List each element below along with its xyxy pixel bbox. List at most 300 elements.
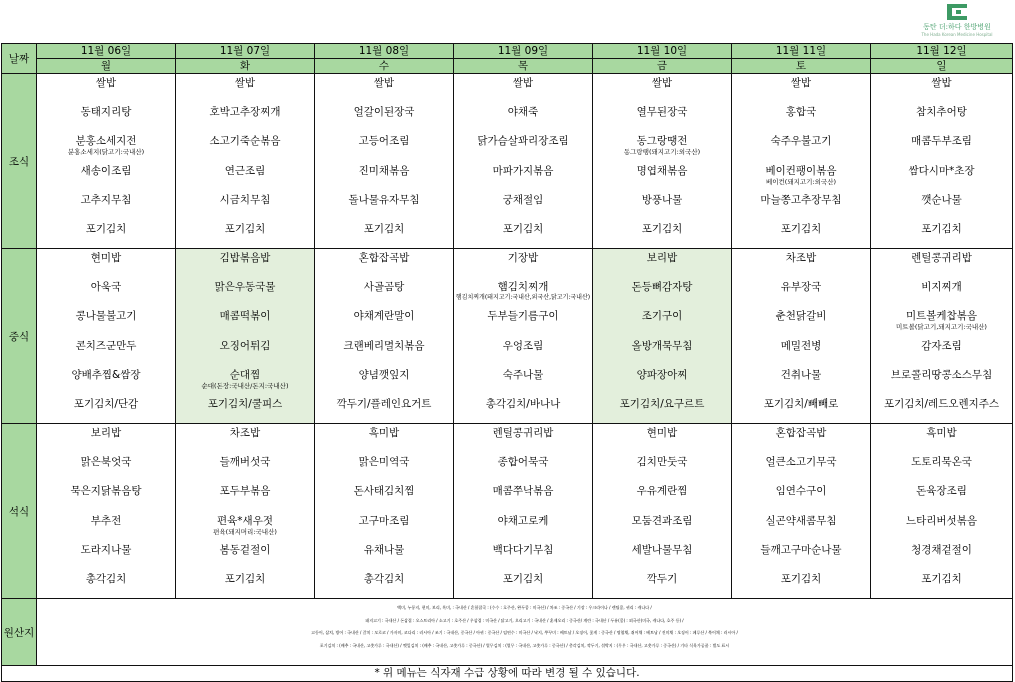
menu-item-name: 고추지무침 [80,193,132,206]
menu-item-name: 명엽채볶음 [636,164,688,177]
menu-item [315,310,453,334]
menu-cell [315,249,454,424]
menu-item-name: 쌀밥 [95,77,117,89]
menu-item-name: 차조밥 [229,427,261,439]
menu-cell [871,424,1013,599]
menu-item-name: 포기김치/요구르트 [619,397,705,410]
date-cell: 11월 10일 [593,44,732,59]
menu-item-name: 소고기죽순볶음 [209,135,281,148]
menu-item-name: 쌀밥 [234,77,256,89]
menu-item-name: 야채고로케 [497,514,549,527]
menu-cell [593,74,732,249]
menu-item [315,369,453,393]
menu-item [593,106,731,130]
menu-item-name: 유채나물 [363,543,405,556]
menu-item [732,194,870,218]
menu-item [176,456,314,480]
menu-item-name: 시금치무침 [219,193,271,206]
menu-item [315,515,453,539]
menu-item [593,573,731,597]
menu-item-origin-note: 베이컨(돼지고기:외국산) [765,177,837,186]
menu-item-name: 매콤두부조림 [911,135,972,148]
menu-item-name: 사골곰탕 [363,281,405,294]
menu-item [871,340,1012,364]
menu-item-name: 궁채절임 [502,193,544,206]
meal-rows [2,74,1013,599]
menu-item [593,252,731,276]
menu-item [315,106,453,130]
menu-item [593,515,731,539]
menu-item-name: 쌀밥 [512,77,534,89]
menu-item-name: 양파장아찌 [636,368,688,381]
origin-line: 고등어, 삼치, 방어 : 국내산 / 갈치 : 모로코 / 가자미, 코다리 : 러시아 / 조기 : 국내산, 중국산 / 아귀 : 중국산 / 임연수 : 미국산 / 낙지, 쭈꾸미 : 베트남 / 오징어, 꽃게 : 중국산 / 명엽채, 쥐어채 : 베트남 / 진미채 : 오징어 : 페루산 / 북어채 : 러시아 / [311,630,738,635]
menu-item-name: 현미밥 [90,252,122,264]
menu-item-name: 보리밥 [646,252,678,264]
menu-item [176,573,314,597]
hospital-logo [907,4,1007,38]
menu-item-name: 매콤쭈낙볶음 [492,485,554,498]
menu-item [37,515,175,539]
menu-item-origin-note: 편육(돼지머리:국내산) [213,527,277,536]
menu-item-name: 베이컨팽이볶음 [765,164,837,177]
menu-item [593,427,731,451]
weekday-cell: 일 [871,59,1013,74]
date-cell: 11월 08일 [315,44,454,59]
menu-item-name: 실곤약새콤무침 [765,514,837,527]
menu-item [454,77,592,101]
menu-item-name: 도라지나물 [80,543,132,556]
menu-item [37,427,175,451]
menu-cell [593,424,732,599]
origin-line: 돼지고기 : 국내산 / 돈삼겹 : 오스트리아 / 소고기 : 호주산 / 우삼겹 : 미국산 / 닭고기, 오리고기 : 국내산 / 훈제오리 : 중국산/ 계란 : 국내산 / 두유(콩) : 외국산(미국, 캐나다, 호주 등) / [365,617,684,623]
menu-item-name: 봄동겉절이 [219,543,271,556]
menu-item-name: 쌀밥 [931,77,952,89]
menu-item [732,252,870,276]
menu-item-name: 맑은우동국물 [214,281,276,294]
menu-item-name: 포기김치/단감 [73,397,139,410]
menu-item-name: 돈등뼈감자탕 [631,281,693,294]
menu-item [732,427,870,451]
menu-item-name: 임연수구이 [775,485,827,498]
menu-item-name: 양배추찜&쌈장 [71,368,141,381]
menu-item-name: 묵은지닭볶음탕 [70,485,142,498]
menu-item [176,369,314,393]
menu-item-name: 청경채겉절이 [911,543,972,556]
menu-item-name: 모둠견과조림 [631,514,693,527]
menu-item [871,223,1012,247]
menu-item [37,485,175,509]
menu-item-name: 콘치즈군만두 [75,339,137,352]
menu-item [315,135,453,159]
menu-item [593,165,731,189]
menu-change-notice: * 위 메뉴는 식자재 수급 상황에 따라 변경 될 수 있습니다. [2,666,1013,682]
menu-item [732,310,870,334]
menu-item [871,398,1012,422]
menu-item-name: 춘천닭갈비 [775,310,827,323]
menu-item-name: 진미채볶음 [358,164,410,177]
menu-item-name: 순대찜 [229,368,261,381]
menu-item [871,165,1012,189]
menu-item [176,165,314,189]
menu-item-name: 감자조림 [921,339,962,352]
menu-item-name: 마파가지볶음 [492,164,554,177]
menu-item [454,106,592,130]
menu-item-name: 홍합국 [785,106,817,119]
menu-item-name: 쌀밥 [373,77,395,89]
menu-cell [176,424,315,599]
menu-item [871,573,1012,597]
menu-cell [315,424,454,599]
menu-item [315,77,453,101]
menu-item [593,77,731,101]
menu-item [176,515,314,539]
menu-item [37,194,175,218]
menu-item [37,369,175,393]
menu-cell [454,424,593,599]
menu-item [871,310,1012,334]
menu-item [732,369,870,393]
menu-item-name: 혼합잡곡밥 [358,252,410,264]
menu-item [315,485,453,509]
menu-cell [37,249,176,424]
menu-item [454,165,592,189]
menu-item [871,515,1012,539]
menu-item [871,135,1012,159]
menu-item [871,544,1012,568]
menu-item [732,456,870,480]
menu-item [315,340,453,364]
meal-row [2,74,1013,249]
menu-item-name: 포기김치 [224,222,266,235]
menu-item-name: 참치추어탕 [916,106,967,119]
menu-item-name: 포기김치 [85,222,127,235]
date-header: 날짜 [2,44,37,74]
date-cell: 11월 06일 [37,44,176,59]
menu-item [454,310,592,334]
menu-item-name: 포기김치 [641,222,683,235]
menu-item-name: 렌틸콩귀리밥 [911,252,972,264]
menu-item [176,340,314,364]
menu-item-name: 돈사태김치찜 [353,485,415,498]
menu-item-name: 포기김치 [921,572,962,585]
menu-item-name: 종합어묵국 [497,456,549,469]
menu-item [454,223,592,247]
menu-item [593,281,731,305]
menu-cell [871,249,1013,424]
menu-item-name: 돌나물유자무침 [348,193,420,206]
menu-item [315,456,453,480]
menu-item [176,106,314,130]
menu-item-name: 총각김치 [363,572,405,585]
menu-item-name: 오징어튀김 [219,339,271,352]
menu-item [454,369,592,393]
menu-item [37,223,175,247]
menu-item [454,515,592,539]
menu-item [732,281,870,305]
menu-item [176,135,314,159]
menu-item [732,77,870,101]
menu-item [871,485,1012,509]
weekday-cell: 토 [732,59,871,74]
menu-item-name: 세발나물무침 [631,543,693,556]
menu-item [454,485,592,509]
menu-item-origin-note: 햄김치찌개(돼지고기:국내산,외국산,닭고기:국내산) [455,294,591,302]
weekday-cell: 수 [315,59,454,74]
menu-item [315,398,453,422]
menu-item [593,223,731,247]
menu-item-name: 건취나물 [780,368,822,381]
menu-item-name: 고등어조림 [358,135,410,148]
menu-item [37,135,175,159]
meal-label: 조식 [2,74,37,249]
menu-item-name: 유부장국 [780,281,822,294]
menu-item [732,515,870,539]
menu-item [454,194,592,218]
logo-name: 동탄 더:하다 한방병원 [923,23,991,31]
menu-item-origin-note: 동그랑땡(돼지고기:외국산) [623,148,701,157]
meal-row [2,424,1013,599]
menu-item [315,544,453,568]
date-cell: 11월 11일 [732,44,871,59]
menu-item-name: 양념깻잎지 [358,368,410,381]
menu-item [871,281,1012,305]
menu-item [454,135,592,159]
menu-item-name: 연근조림 [224,164,266,177]
menu-item-name: 방풍나물 [641,193,683,206]
menu-item-origin-note: 순대(돈장:국내산/돈지:국내산) [201,381,289,390]
menu-item-name: 깻순나물 [921,193,962,206]
menu-item [37,310,175,334]
menu-item [732,485,870,509]
menu-item-name: 포기김치 [780,572,822,585]
origin-line: 백미, 누룽지, 현미, 보리, 흑미, : 국내산 / 혼합잡곡 : (수수 : 호주산, 완두콩 : 미국산) / 차조 : 중국산 / 기장 : 우크라이나 / 렌틸콩, 귀리 : 캐나다 / [397,605,652,610]
menu-item-name: 얼갈이된장국 [353,106,415,119]
menu-cell [732,249,871,424]
menu-item [37,544,175,568]
weekly-menu-table [1,43,1013,682]
menu-item-name: 동태지리탕 [80,106,132,119]
logo-subname: The Hada Korean Medicine Hospital [921,32,993,37]
menu-item [37,573,175,597]
menu-item-name: 고구마조림 [358,514,410,527]
menu-item-name: 흑미밥 [368,427,400,439]
menu-item [315,165,453,189]
menu-item-name: 포기김치/레드오렌지주스 [883,397,1000,410]
menu-item [176,485,314,509]
menu-item [732,544,870,568]
menu-item [871,427,1012,451]
menu-item-name: 백다다기무침 [492,543,554,556]
menu-item [732,106,870,130]
menu-item-name: 열무된장국 [636,106,688,119]
menu-item [454,427,592,451]
menu-cell [732,424,871,599]
menu-item-origin-note: 분홍소세지(닭고기:국내산) [67,148,145,157]
menu-item-name: 브로콜리땅콩소스무침 [890,368,993,381]
menu-item-name: 흑미밥 [926,427,957,439]
menu-item-name: 포기김치 [921,222,962,235]
menu-item-name: 돈육장조림 [916,485,967,498]
menu-cell [37,74,176,249]
origin-line: 포기김치 : (배추 : 국내산, 고춧가루 : 국내산) / 깻잎김치 : (배추 : 국내산, 고춧가루 : 중국산) / 열무김치 : (열무 : 국내산, 고춧가루 : 중국산) / 총각김치, 깍두기, 섞박지 : (무우 : 국내산, 고춧가루 : 중국산) / 기타 식육가공품 : 별도 표시 [319,642,730,648]
menu-item [593,135,731,159]
menu-item-name: 숙주우불고기 [770,135,832,148]
menu-item [37,456,175,480]
menu-item [176,398,314,422]
menu-item-name: 김치만둣국 [636,456,688,469]
menu-item-name: 포기김치 [224,572,266,585]
menu-item-name: 올방개묵무침 [631,339,693,352]
menu-item-name: 마늘쫑고추장무침 [760,193,842,206]
menu-item-name: 콩나물불고기 [75,310,137,323]
menu-item [732,165,870,189]
menu-cell [315,74,454,249]
menu-item-name: 혼합잡곡밥 [775,427,827,439]
menu-item-name: 깍두기/플레인요거트 [336,397,432,410]
origin-info [37,599,1013,666]
menu-item [593,194,731,218]
menu-item-name: 들깨고구마순나물 [760,543,842,556]
menu-item [37,281,175,305]
meal-row [2,249,1013,424]
menu-item-name: 햄김치찌개 [497,281,549,294]
menu-item-name: 아욱국 [90,281,122,294]
date-cell: 11월 12일 [871,44,1013,59]
menu-item [454,573,592,597]
menu-item-name: 매콤떡볶이 [219,310,271,323]
menu-cell [454,74,593,249]
menu-item [871,369,1012,393]
menu-item-name: 호박고추장찌개 [209,106,281,119]
menu-item [871,106,1012,130]
menu-item-origin-note: 미트볼(닭고기,돼지고기:국내산) [896,323,987,332]
menu-item-name: 부추전 [90,514,122,527]
menu-item [176,281,314,305]
menu-item-name: 들깨버섯국 [219,456,271,469]
menu-item-name: 포기김치 [363,222,405,235]
menu-item [871,194,1012,218]
menu-item [176,223,314,247]
menu-item [593,456,731,480]
menu-item [732,223,870,247]
menu-item-name: 비지찌개 [921,281,962,294]
menu-cell [37,424,176,599]
menu-item-name: 두부들기름구이 [487,310,559,323]
menu-item-name: 현미밥 [646,427,678,439]
menu-cell [454,249,593,424]
menu-item-name: 우엉조림 [502,339,544,352]
menu-item-name: 닭가슴살꽈리장조림 [477,135,569,148]
menu-item-name: 숙주나물 [502,368,544,381]
menu-item [593,340,731,364]
menu-item [732,340,870,364]
menu-item [454,252,592,276]
menu-item-name: 총각김치 [85,572,127,585]
date-cell: 11월 09일 [454,44,593,59]
menu-item-name: 기장밥 [507,252,539,264]
weekday-cell: 월 [37,59,176,74]
menu-item-name: 맑은북엇국 [80,456,132,469]
menu-item [315,194,453,218]
menu-item [732,573,870,597]
menu-item-name: 포기김치 [502,572,544,585]
menu-cell [176,74,315,249]
menu-item-name: 야채계란말이 [353,310,415,323]
menu-item [176,194,314,218]
menu-item-name: 쌀밥 [651,77,673,89]
menu-item-name: 쌀밥 [790,77,812,89]
menu-item [454,281,592,305]
menu-item-name: 보리밥 [90,427,122,439]
menu-item [454,544,592,568]
menu-item-name: 포기김치 [780,222,822,235]
menu-item [454,456,592,480]
menu-item [37,398,175,422]
menu-item [176,544,314,568]
menu-item [593,369,731,393]
weekday-cell: 금 [593,59,732,74]
menu-item [593,398,731,422]
menu-item-name: 메밀전병 [780,339,822,352]
menu-item-name: 쌈다시마*초장 [908,164,975,177]
menu-item-name: 우유계란찜 [636,485,688,498]
menu-item [176,310,314,334]
menu-item [37,252,175,276]
menu-item [454,398,592,422]
origin-label: 원산지 [2,599,37,666]
menu-item [37,106,175,130]
menu-item [315,573,453,597]
menu-item [37,165,175,189]
menu-item-name: 미트볼케찹볶음 [905,310,977,323]
menu-item-name: 조기구이 [641,310,683,323]
date-cell: 11월 07일 [176,44,315,59]
menu-cell [593,249,732,424]
menu-item [871,77,1012,101]
menu-item-name: 크랜베리멸치볶음 [343,339,425,352]
menu-item [176,252,314,276]
menu-item [593,310,731,334]
menu-item [315,252,453,276]
menu-cell [732,74,871,249]
menu-item [593,485,731,509]
weekday-cell: 화 [176,59,315,74]
menu-item-name: 포기김치/빼빼로 [763,397,839,410]
logo-mark-icon [947,4,967,20]
menu-item-name: 느타리버섯볶음 [905,514,977,527]
menu-item-name: 편육*새우젓 [217,514,273,527]
menu-item [37,340,175,364]
menu-item [732,135,870,159]
menu-item-name: 얼큰소고기무국 [765,456,837,469]
menu-item-name: 렌틸콩귀리밥 [492,427,554,439]
menu-item [315,281,453,305]
menu-item-name: 새송이조림 [80,164,132,177]
menu-item [871,456,1012,480]
menu-item [454,340,592,364]
menu-item [176,427,314,451]
meal-label: 중식 [2,249,37,424]
menu-item-name: 포기김치/쿨피스 [207,397,283,410]
menu-item [871,252,1012,276]
menu-item-name: 총각김치/바나나 [485,397,561,410]
menu-cell [176,249,315,424]
menu-item-name: 차조밥 [785,252,817,264]
menu-item [315,427,453,451]
weekday-cell: 목 [454,59,593,74]
menu-item-name: 야채죽 [507,106,539,119]
menu-item-name: 김밥볶음밥 [219,252,271,264]
